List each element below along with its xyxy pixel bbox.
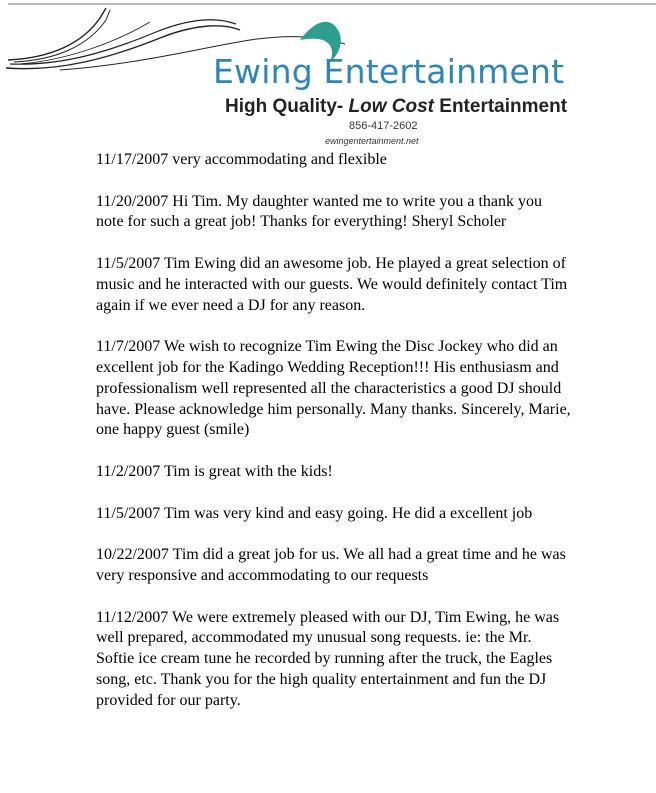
testimonial: 10/22/2007 Tim did a great job for us. We all had a great time and he was very responsive and accommodating to our requests [96,546,566,584]
testimonial: 11/5/2007 Tim Ewing did an awesome job. He played a great selection of music and he interacted with our guests. We would definitely contact Tim again if we ever need a DJ for any reason. [96,254,568,314]
tagline-end: Entertainment [434,96,568,117]
testimonial: 11/12/2007 We were extremely pleased with our DJ, Tim Ewing, he was well prepared, accommodated my unusual song requests. ie: the Mr. Softie ice cream tune he recorded by running after the truck, the Eagles song, etc. Thank you for the high quality entertainment and fun the DJ provided for our party. [96,608,560,709]
testimonial: 11/7/2007 We wish to recognize Tim Ewing the Disc Jockey who did an excellent job for the Kadingo Wedding Reception!!! His enthusiasm and professionalism well represented all the characteristics a good DJ should have. Please acknowledge him personally. Many thanks. Sincerely, Marie, one happy guest (smile) [96,338,571,439]
tagline-emphasis: Low Cost [348,96,434,117]
testimonial-list [96,150,572,732]
testimonial: 11/17/2007 very accommodating and flexible [96,151,387,168]
testimonial: 11/20/2007 Hi Tim. My daughter wanted me to write you a thank you note for such a great job! Thanks for everything! Sheryl Scholer [96,192,543,231]
website-text: ewingentertainment.net [325,136,419,146]
phone-number: 856-417-2602 [349,120,418,132]
brand-name: Ewing Entertainment [213,52,565,91]
testimonial: 11/2/2007 Tim is great with the kids! [96,462,333,480]
testimonial: 11/5/2007 Tim was very kind and easy going. He did a excellent job [96,504,533,522]
tagline [225,96,567,118]
tagline-start: High Quality- [225,96,349,117]
